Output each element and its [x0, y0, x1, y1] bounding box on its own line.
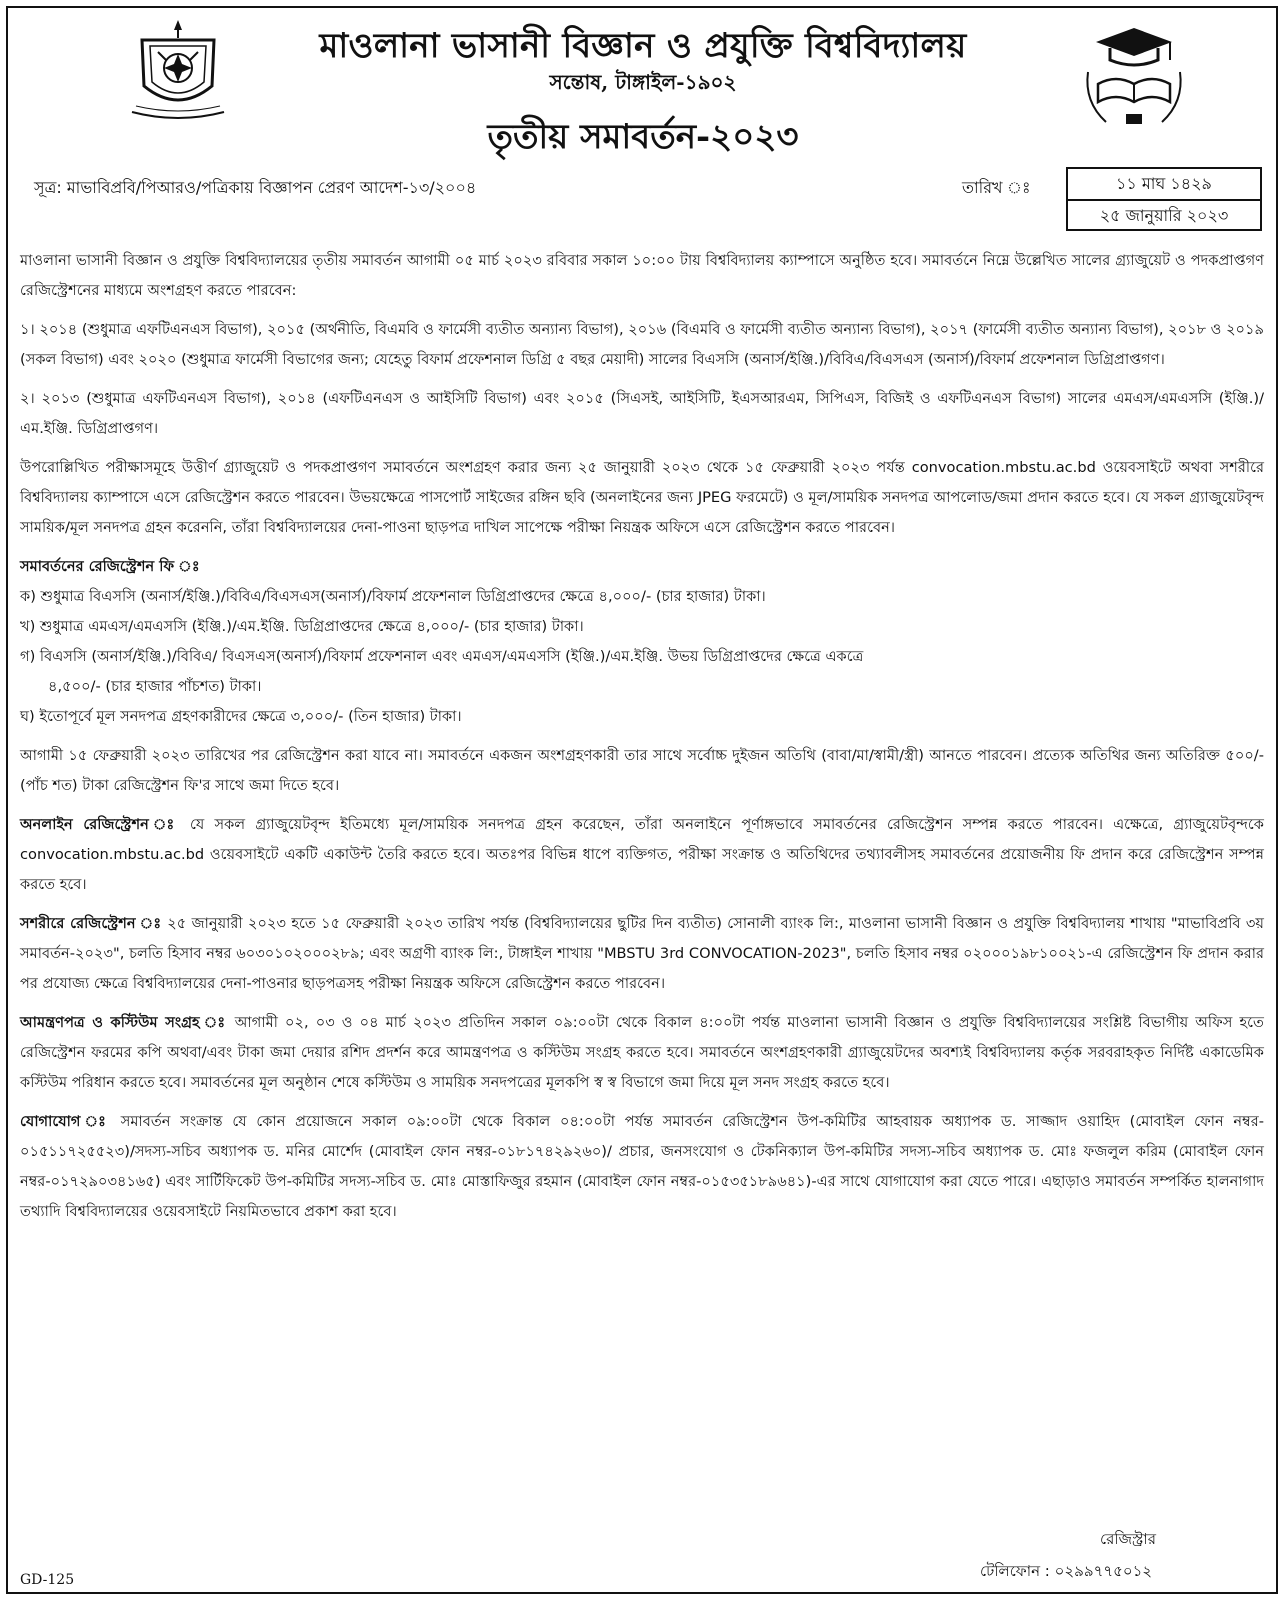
fee-item-kha: খ) শুধুমাত্র এমএস/এমএসসি (ইঞ্জি.)/এম.ইঞ্জি. ডিগ্রিপ্রাপ্তদের ক্ষেত্রে ৪,০০০/- (চার হাজার) টাকা। — [20, 618, 584, 635]
costume-text: আগামী ০২, ০৩ ও ০৪ মার্চ ২০২৩ প্রতিদিন সকাল ০৯:০০টা থেকে বিকাল ৪:০০টা পর্যন্ত মাওলানা ভাসানী বিজ্ঞান ও প্রযুক্তি বিশ্ববিদ্যালয়ের সংশ্লিষ্ট বিভাগীয় অফিস হতে রেজিস্ট্রেশন ফরমের কপি অথবা/এবং টাকা জমা দেয়ার রশিদ প্রদর্শন করে আমন্ত্রণপত্র ও কস্টিউম সংগ্রহ করতে হবে। সমাবর্তনে অংশগ্রহণকারী গ্র্যাজুয়েটদের অবশ্যই বিশ্ববিদ্যালয় কর্তৃক সরবরাহকৃত নির্দিষ্ট একাডেমিক কস্টিউম পরিধান করতে হবে। সমাবর্তনের মূল অনুষ্ঠান শেষে কস্টিউম ও সাময়িক সনদপত্রের মূলকপি স্ব স্ব বিভাগে জমা দিয়ে মূল সনদ সংগ্রহ করতে হবে। — [20, 1014, 1264, 1091]
intro-paragraph: মাওলানা ভাসানী বিজ্ঞান ও প্রযুক্তি বিশ্ববিদ্যালয়ের তৃতীয় সমাবর্তন আগামী ০৫ মার্চ ২০২৩ রবিবার সকাল ১০:০০ টায় বিশ্ববিদ্যালয় ক্যাম্পাসে অনুষ্ঠিত হবে। সমাবর্তনে নিম্নে উল্লেখিত সালের গ্র্যাজুয়েট ও পদকপ্রাপ্তগণ রেজিস্ট্রেশনের মাধ্যমে অংশগ্রহণ করতে পারবেন: — [20, 252, 1264, 299]
gd-number: GD-125 — [20, 1572, 75, 1588]
date-label: তারিখ ঃ — [962, 178, 1031, 197]
date-bangla: ১১ মাঘ ১৪২৯ — [1068, 169, 1260, 201]
contact-text: সমাবর্তন সংক্রান্ত যে কোন প্রয়োজনে সকাল ০৯:০০টা থেকে বিকাল ০৪:০০টা পর্যন্ত সমাবর্তন রেজিস্ট্রেশন উপ-কমিটির আহবায়ক অধ্যাপক ড. সাজ্জাদ ওয়াহিদ (মোবাইল ফোন নম্বর- ০১৫১১৭২৫৫২৩)/সদস্য-সচিব অধ্যাপক ড. মনির মোর্শেদ (মোবাইল ফোন নম্বর-০১৮১৭৪২৯২৬০)/ প্রচার, জনসংযোগ ও টেকনিক্যাল উপ-কমিটির সদস্য-সচিব অধ্যাপক ড. মোঃ ফজলুল করিম (মোবাইল ফোন নম্বর-০১৭২৯০৩৪১৬৫) এবং সার্টিফিকেট উপ-কমিটির সদস্য-সচিব ড. মোঃ মোস্তাফিজুর রহমান (মোবাইল ফোন নম্বর-০১৫৩৫১৮৯৬৪১)-এর সাথে যোগাযোগ করা যেতে পারে। এছাড়াও সমাবর্তন সম্পর্কিত হালনাগাদ তথ্যাদি বিশ্ববিদ্যালয়ের ওয়েবসাইটে নিয়মিতভাবে প্রকাশ করা হবে। — [20, 1113, 1265, 1220]
online-registration-label: অনলাইন রেজিস্ট্রেশন ঃ — [20, 816, 180, 833]
notice-body — [20, 246, 1264, 1236]
date-box — [1066, 167, 1262, 231]
contact-paragraph — [20, 1107, 1264, 1227]
reference-number: সূত্র: মাভাবিপ্রবি/পিআরও/পত্রিকায় বিজ্ঞাপন প্রেরণ আদেশ-১৩/২০০৪ — [34, 178, 477, 197]
fee-item-ga-amount: ৪,৫০০/- (চার হাজার পাঁচশত) টাকা। — [48, 678, 262, 695]
online-registration-text: যে সকল গ্র্যাজুয়েটবৃন্দ ইতিমধ্যে মূল/সাময়িক সনদপত্র গ্রহন করেছেন, তাঁরা অনলাইনে পূর্ণাঙ্গভাবে সমাবর্তনের রেজিস্ট্রেশন সম্পন্ন করতে পারবেন। এক্ষেত্রে, গ্র্যাজুয়েটবৃন্দকে convocation.mbstu.ac.bd ওয়েবসাইটে একটি একাউন্ট তৈরি করতে হবে। অতঃপর বিভিন্ন ধাপে ব্যক্তিগত, পরীক্ষা সংক্রান্ত ও অতিথিদের তথ্যাবলীসহ সমাবর্তনের প্রয়োজনীয় ফি প্রদান করে রেজিস্ট্রেশন সম্পন্ন করতে হবে। — [20, 816, 1265, 893]
deadline-paragraph: আগামী ১৫ ফেব্রুয়ারী ২০২৩ তারিখের পর রেজিস্ট্রেশন করা যাবে না। সমাবর্তনে একজন অংশগ্রহণকারী তার সাথে সর্বোচ্চ দুইজন অতিথি (বাবা/মা/স্বামী/স্ত্রী) আনতে পারবেন। প্রত্যেক অতিথির জন্য অতিরিক্ত ৫০০/- (পাঁচ শত) টাকা রেজিস্ট্রেশন ফি'র সাথে জমা দিতে হবে। — [20, 747, 1264, 794]
contact-label: যোগাযোগ ঃ — [20, 1113, 111, 1130]
university-address: সন্তোষ, টাঙ্গাইল-১৯০২ — [549, 70, 737, 94]
convocation-title: তৃতীয় সমাবর্তন-২০২৩ — [487, 117, 799, 157]
eligible-item-2: ২। ২০১৩ (শুধুমাত্র এফটিএনএস বিভাগ), ২০১৪ (এফটিএনএস ও আইসিটি বিভাগ) এবং ২০১৫ (সিএসই, আইসিটি, ইএসআরএম, সিপিএস, বিজিই ও এফটিএনএস বিভাগ) সালের এমএস/এমএসসি (ইঞ্জি.)/এম.ইঞ্জি. ডিগ্রিপ্রাপ্তগণ। — [20, 390, 1264, 437]
fee-item-ka: ক) শুধুমাত্র বিএসসি (অনার্স/ইঞ্জি.)/বিবিএ/বিএসএস(অনার্স)/বিফার্ম প্রফেশনাল ডিগ্রিপ্রাপ্তদের ক্ষেত্রে ৪,০০০/- (চার হাজার) টাকা। — [20, 588, 766, 605]
fee-item-gha: ঘ) ইতোপূর্বে মূল সনদপত্র গ্রহণকারীদের ক্ষেত্রে ৩,০০০/- (তিন হাজার) টাকা। — [20, 708, 462, 725]
costume-label: আমন্ত্রণপত্র ও কস্টিউম সংগ্রহ ঃ — [20, 1014, 228, 1031]
inperson-registration-label: সশরীরে রেজিস্ট্রেশন ঃ — [20, 915, 162, 932]
costume-paragraph — [20, 1008, 1264, 1098]
inperson-registration-text: ২৫ জানুয়ারী ২০২৩ হতে ১৫ ফেব্রুয়ারী ২০২৩ তারিখ পর্যন্ত (বিশ্ববিদ্যালয়ের ছুটির দিন ব্যতীত) সোনালী ব্যাংক লি:, মাওলানা ভাসানী বিজ্ঞান ও প্রযুক্তি বিশ্ববিদ্যালয় শাখায় "মাভাবিপ্রবি ৩য় সমাবর্তন-২০২৩", চলতি হিসাব নম্বর ৬০৩০১০২০০০২৮৯; এবং অগ্রণী ব্যাংক লি:, টাঙ্গাইল শাখায় "MBSTU 3rd CONVOCATION-2023", চলতি হিসাব নম্বর ০২০০০১৯৮১০০২১-এ রেজিস্ট্রেশন ফি প্রদান করার পর প্রযোজ্য ক্ষেত্রে বিশ্ববিদ্যালয়ের দেনা-পাওনার ছাড়পত্রসহ পরীক্ষা নিয়ন্ত্রক অফিসে রেজিস্ট্রেশন করতে পারবেন। — [20, 915, 1264, 992]
fee-heading: সমাবর্তনের রেজিস্ট্রেশন ফি ঃ — [20, 558, 200, 575]
fee-item-ga: গ) বিএসসি (অনার্স/ইঞ্জি.)/বিবিএ/ বিএসএস(অনার্স)/বিফার্ম প্রফেশনাল এবং এমএস/এমএসসি (ইঞ্জি.)/এম.ইঞ্জি. উভয় ডিগ্রিপ্রাপ্তদের ক্ষেত্রে একত্রে — [20, 648, 864, 665]
registration-paragraph: উপরোল্লিখিত পরীক্ষাসমূহে উত্তীর্ণ গ্র্যাজুয়েট ও পদকপ্রাপ্তগণ সমাবর্তনে অংশগ্রহণ করার জন্য ২৫ জানুয়ারী ২০২৩ থেকে ১৫ ফেব্রুয়ারী ২০২৩ পর্যন্ত convocation.mbstu.ac.bd ওয়েবসাইটে অথবা সশরীরে বিশ্ববিদ্যালয় ক্যাম্পাসে এসে রেজিস্ট্রেশন করতে পারবেন। উভয়ক্ষেত্রে পাসপোর্ট সাইজের রঙ্গিন ছবি (অনলাইনের জন্য JPEG ফরমেটে) ও মূল/সাময়িক সনদপত্র আপলোড/জমা প্রদান করতে হবে। যে সকল গ্র্যাজুয়েটবৃন্দ সাময়িক/মূল সনদপত্র গ্রহন করেননি, তাঁরা বিশ্ববিদ্যালয়ের দেনা-পাওনা ছাড়পত্র দাখিল সাপেক্ষে পরীক্ষা নিয়ন্ত্রক অফিসে এসে রেজিস্ট্রেশন করতে পারবেন। — [20, 459, 1264, 536]
date-english: ২৫ জানুয়ারি ২০২৩ — [1099, 206, 1229, 225]
telephone: টেলিফোন : ০২৯৯৭৭৫০১২ — [980, 1562, 1153, 1580]
eligible-item-1: ১। ২০১৪ (শুধুমাত্র এফটিএনএস বিভাগ), ২০১৫ (অর্থনীতি, বিএমবি ও ফার্মেসী ব্যতীত অন্যান্য বিভাগ), ২০১৬ (বিএমবি ও ফার্মেসী ব্যতীত অন্যান্য বিভাগ), ২০১৭ (ফার্মেসী ব্যতীত অন্যান্য বিভাগ), ২০১৮ ও ২০১৯ (সকল বিভাগ) এবং ২০২০ (শুধুমাত্র ফার্মেসী বিভাগের জন্য; যেহেতু বিফার্ম প্রফেশনাল ডিগ্রি ৫ বছর মেয়াদী) সালের বিএসসি (অনার্স/ইঞ্জি.)/বিবিএ/বিএসএস (অনার্স)/বিফার্ম প্রফেশনাল ডিগ্রিপ্রাপ্তগণ। — [20, 321, 1264, 368]
fee-section — [20, 552, 1264, 732]
registrar-signature: রেজিস্ট্রার — [1100, 1530, 1157, 1548]
inperson-registration-paragraph — [20, 909, 1264, 999]
online-registration-paragraph — [20, 810, 1264, 900]
university-name: মাওলানা ভাসানী বিজ্ঞান ও প্রযুক্তি বিশ্ববিদ্যালয় — [319, 26, 967, 66]
